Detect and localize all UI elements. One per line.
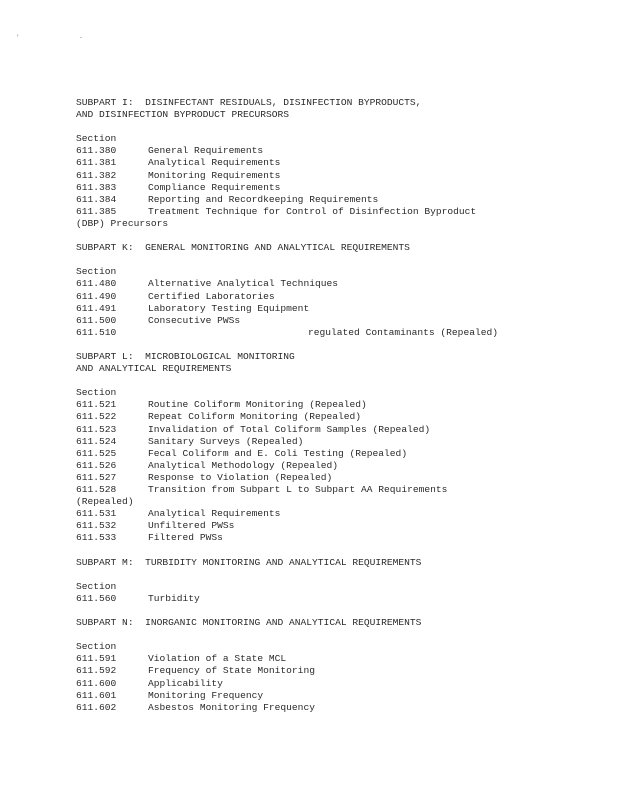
- section-entry: [76, 182, 596, 194]
- section-title: Response to Violation (Repealed): [148, 471, 333, 483]
- section-title: Violation of a State MCL: [148, 653, 287, 665]
- section-number: 611.384: [76, 193, 117, 205]
- section-entry: [76, 424, 596, 436]
- section-title: Invalidation of Total Coliform Samples (Repealed): [148, 423, 431, 435]
- section-number: 611.531: [76, 508, 117, 520]
- section-title: Transition from Subpart L to Subpart AA Requirements: [148, 484, 448, 495]
- section-title: Alternative Analytical Techniques: [148, 278, 338, 290]
- section-title: Applicability: [148, 677, 223, 689]
- section-title: Analytical Requirements: [148, 508, 281, 520]
- section-number: 611.526: [76, 459, 117, 471]
- section-title: Repeat Coliform Monitoring (Repealed): [148, 411, 362, 423]
- section-number: 611.381: [76, 157, 117, 169]
- section-entry: [76, 315, 596, 327]
- section-title: Asbestos Monitoring Frequency: [148, 701, 315, 713]
- subpart-heading: SUBPART L: MICROBIOLOGICAL MONITORING: [76, 350, 295, 362]
- section-number: 611.600: [76, 677, 117, 689]
- section-entry: [76, 690, 596, 702]
- subpart-heading: SUBPART N: INORGANIC MONITORING AND ANALYTICAL REQUIREMENTS: [76, 617, 422, 629]
- section-entry: [76, 532, 596, 544]
- section-entry: [76, 194, 596, 206]
- section-entry: [76, 484, 596, 496]
- section-number: 611.591: [76, 653, 117, 665]
- section-entry: [76, 508, 596, 520]
- section-title: Monitoring Requirements: [148, 169, 281, 181]
- subpart-heading: SUBPART M: TURBIDITY MONITORING AND ANALYTICAL REQUIREMENTS: [76, 556, 422, 568]
- section-entry: [76, 460, 596, 472]
- subpart-heading: AND ANALYTICAL REQUIREMENTS: [76, 363, 232, 375]
- section-title: Fecal Coliform and E. Coli Testing (Repealed): [148, 447, 408, 459]
- section-title: Reporting and Recordkeeping Requirements: [148, 193, 379, 205]
- section-entry: [76, 327, 596, 339]
- section-entry: [76, 291, 596, 303]
- section-number: 611.500: [76, 314, 117, 326]
- section-entry: [76, 472, 596, 484]
- section-entry: [76, 399, 596, 411]
- section-number: 611.601: [76, 689, 117, 701]
- section-number: 611.533: [76, 532, 117, 544]
- subpart-heading: AND DISINFECTION BYPRODUCT PRECURSORS: [76, 109, 290, 121]
- section-label: Section: [76, 133, 117, 145]
- section-entry: [76, 593, 596, 605]
- section-number: 611.490: [76, 290, 117, 302]
- section-number: 611.510: [76, 326, 117, 338]
- subpart-block: [76, 605, 596, 714]
- section-number: 611.560: [76, 592, 117, 604]
- section-number: 611.521: [76, 399, 117, 411]
- section-title-continuation: (Repealed): [76, 496, 134, 508]
- section-title: Turbidity: [148, 592, 200, 604]
- section-title: Routine Coliform Monitoring (Repealed): [148, 399, 367, 411]
- table-of-contents: [76, 97, 596, 714]
- section-number: 611.525: [76, 447, 117, 459]
- section-title: Compliance Requirements: [148, 181, 281, 193]
- section-entry: [76, 520, 596, 532]
- section-entry: [76, 411, 596, 423]
- section-title: Filtered PWSs: [148, 532, 223, 544]
- section-entry: [76, 157, 596, 169]
- section-title: Laboratory Testing Equipment: [148, 302, 310, 314]
- section-number: 611.522: [76, 411, 117, 423]
- corner-marks: ' -: [16, 34, 111, 41]
- section-number: 611.523: [76, 423, 117, 435]
- subpart-block: [76, 339, 596, 545]
- section-number: 611.527: [76, 471, 117, 483]
- section-entry: [76, 702, 596, 714]
- subpart-block: [76, 97, 596, 230]
- section-label: Section: [76, 641, 117, 653]
- section-entry: [76, 448, 596, 460]
- section-title: Treatment Technique for Control of Disinfection Byproduct: [148, 205, 477, 217]
- section-number: 611.382: [76, 169, 117, 181]
- section-number: 611.524: [76, 435, 117, 447]
- section-number: 611.383: [76, 181, 117, 193]
- section-title: Analytical Methodology (Repealed): [148, 459, 338, 471]
- section-label: Section: [76, 387, 117, 399]
- section-entry: [76, 436, 596, 448]
- section-entry: [76, 278, 596, 290]
- section-number: 611.532: [76, 520, 117, 532]
- subpart-block: [76, 230, 596, 339]
- section-entry: [76, 653, 596, 665]
- section-number: 611.491: [76, 302, 117, 314]
- subpart-block: [76, 544, 596, 604]
- section-entry: [76, 170, 596, 182]
- section-label: Section: [76, 580, 117, 592]
- section-entry: [76, 665, 596, 677]
- section-title: Certified Laboratories: [148, 290, 275, 302]
- section-entry: [76, 206, 596, 218]
- section-title: Frequency of State Monitoring: [148, 665, 315, 677]
- section-title: General Requirements: [148, 145, 264, 157]
- section-number: 611.480: [76, 278, 117, 290]
- section-label: Section: [76, 266, 117, 278]
- section-title: Monitoring Frequency: [148, 689, 264, 701]
- section-title: Analytical Requirements: [148, 157, 281, 169]
- subpart-heading: SUBPART K: GENERAL MONITORING AND ANALYTICAL REQUIREMENTS: [76, 242, 410, 254]
- section-title: regulated Contaminants (Repealed): [308, 326, 498, 338]
- section-title: Consecutive PWSs: [148, 314, 241, 326]
- subpart-heading: SUBPART I: DISINFECTANT RESIDUALS, DISINFECTION BYPRODUCTS,: [76, 97, 422, 108]
- section-entry: [76, 303, 596, 315]
- section-number: 611.528: [76, 484, 117, 495]
- section-number: 611.380: [76, 145, 117, 157]
- section-number: 611.385: [76, 205, 117, 217]
- section-entry: [76, 145, 596, 157]
- section-number: 611.602: [76, 701, 117, 713]
- section-title: Sanitary Surveys (Repealed): [148, 435, 304, 447]
- section-number: 611.592: [76, 665, 117, 677]
- section-title: Unfiltered PWSs: [148, 520, 235, 532]
- section-entry: [76, 678, 596, 690]
- section-title-continuation: (DBP) Precursors: [76, 217, 169, 229]
